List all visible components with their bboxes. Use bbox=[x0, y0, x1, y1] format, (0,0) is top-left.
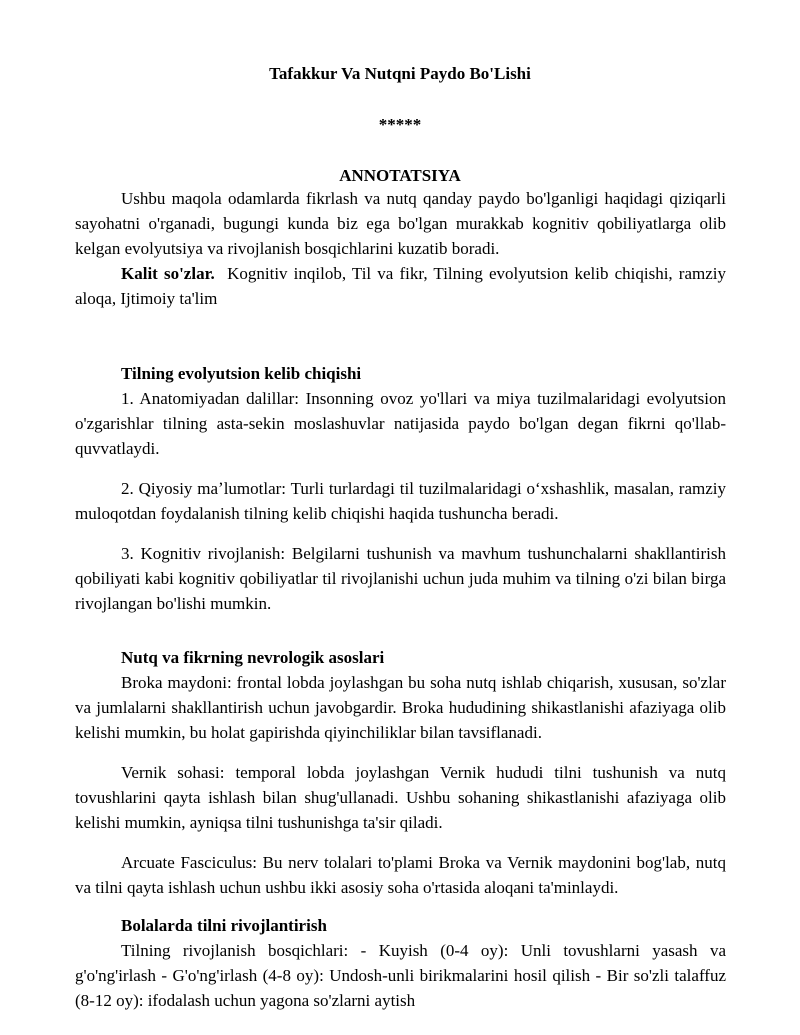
paragraph-anatomy: 1. Anatomiyadan dalillar: Insonning ovoz yo'llari va miya tuzilmalaridagi evolyutsion o'zgarishlar tilning asta-sekin moslashuvlar natijasida paydo bo'lgan degan fikrni qo'llab-quvvatlaydi. bbox=[75, 389, 726, 458]
section-heading-evolution: Tilning evolyutsion kelib chiqishi bbox=[121, 364, 362, 383]
paragraph-broca: Broka maydoni: frontal lobda joylashgan bu soha nutq ishlab chiqarish, xususan, so'zlar va jumlalarni shakllantirish uchun javobgardir. Broka hududining shikastlanishi afaziyaga olib kelishi mumkin, bu holat gapirishda qiyinchiliklar bilan tavsiflanadi. bbox=[75, 673, 726, 742]
keywords-paragraph bbox=[75, 261, 726, 311]
paragraph-stages: Tilning rivojlanish bosqichlari: - Kuyish (0-4 oy): Unli tovushlarni yasash va g'o'ng'irlash - G'o'ng'irlash (4-8 oy): Undosh-unli birikmalarini hosil qilish - Bir so'zli talaffuz (8-12 oy): ifodalash uchun yagona so'zlarni aytish bbox=[75, 941, 726, 1010]
annotation-paragraph: Ushbu maqola odamlarda fikrlash va nutq qanday paydo bo'lganligi haqidagi qiziqarli sayohatni o'rganadi, bugungi kunda biz ega bo'lgan murakkab kognitiv qobiliyatlarga olib kelgan evolyutsiya va rivojlanish bosqichlarini kuzatib boradi. bbox=[75, 189, 726, 258]
section-neurology bbox=[75, 645, 726, 900]
separator-stars: ***** bbox=[378, 115, 422, 134]
paragraph-arcuate: Arcuate Fasciculus: Bu nerv tolalari to'plami Broka va Vernik maydonini bog'lab, nutq va tilni qayta ishlash uchun ushbu ikki asosiy soha o'rtasida aloqani ta'minlaydi. bbox=[75, 853, 726, 897]
document-title: Tafakkur Va Nutqni Paydo Bo'Lishi bbox=[269, 64, 531, 83]
paragraph-wernicke: Vernik sohasi: temporal lobda joylashgan Vernik hududi tilni tushunish va nutq tovushlarini qayta ishlash bilan shug'ullanadi. Ushbu sohaning shikastlanishi afaziyaga olib kelishi mumkin, ayniqsa tilni tushunishga ta'sir qiladi. bbox=[75, 763, 726, 832]
paragraph-comparative: 2. Qiyosiy maʼlumotlar: Turli turlardagi til tuzilmalaridagi oʻxshashlik, masalan, ramziy muloqotdan foydalanish tilning kelib chiqishi haqida tushuncha beradi. bbox=[75, 479, 726, 523]
annotation-block bbox=[75, 186, 726, 311]
section-children bbox=[75, 913, 726, 1013]
annotation-heading: ANNOTATSIYA bbox=[339, 166, 461, 185]
section-heading-neurology: Nutq va fikrning nevrologik asoslari bbox=[121, 648, 385, 667]
paragraph-cognitive: 3. Kognitiv rivojlanish: Belgilarni tushunish va mavhum tushunchalarni shakllantirish qobiliyati kabi kognitiv qobiliyatlar til rivojlanishi uchun juda muhim va tilning o'zi bilan birga rivojlangan bo'lishi mumkin. bbox=[75, 544, 726, 613]
section-heading-children: Bolalarda tilni rivojlantirish bbox=[121, 916, 327, 935]
keywords-text: Kognitiv inqilob, Til va fikr, Tilning evolyutsion kelib chiqishi, ramziy aloqa, Ijtimoiy ta'lim bbox=[75, 264, 727, 308]
section-evolution bbox=[75, 361, 726, 616]
keywords-label: Kalit so'zlar. bbox=[121, 264, 215, 283]
